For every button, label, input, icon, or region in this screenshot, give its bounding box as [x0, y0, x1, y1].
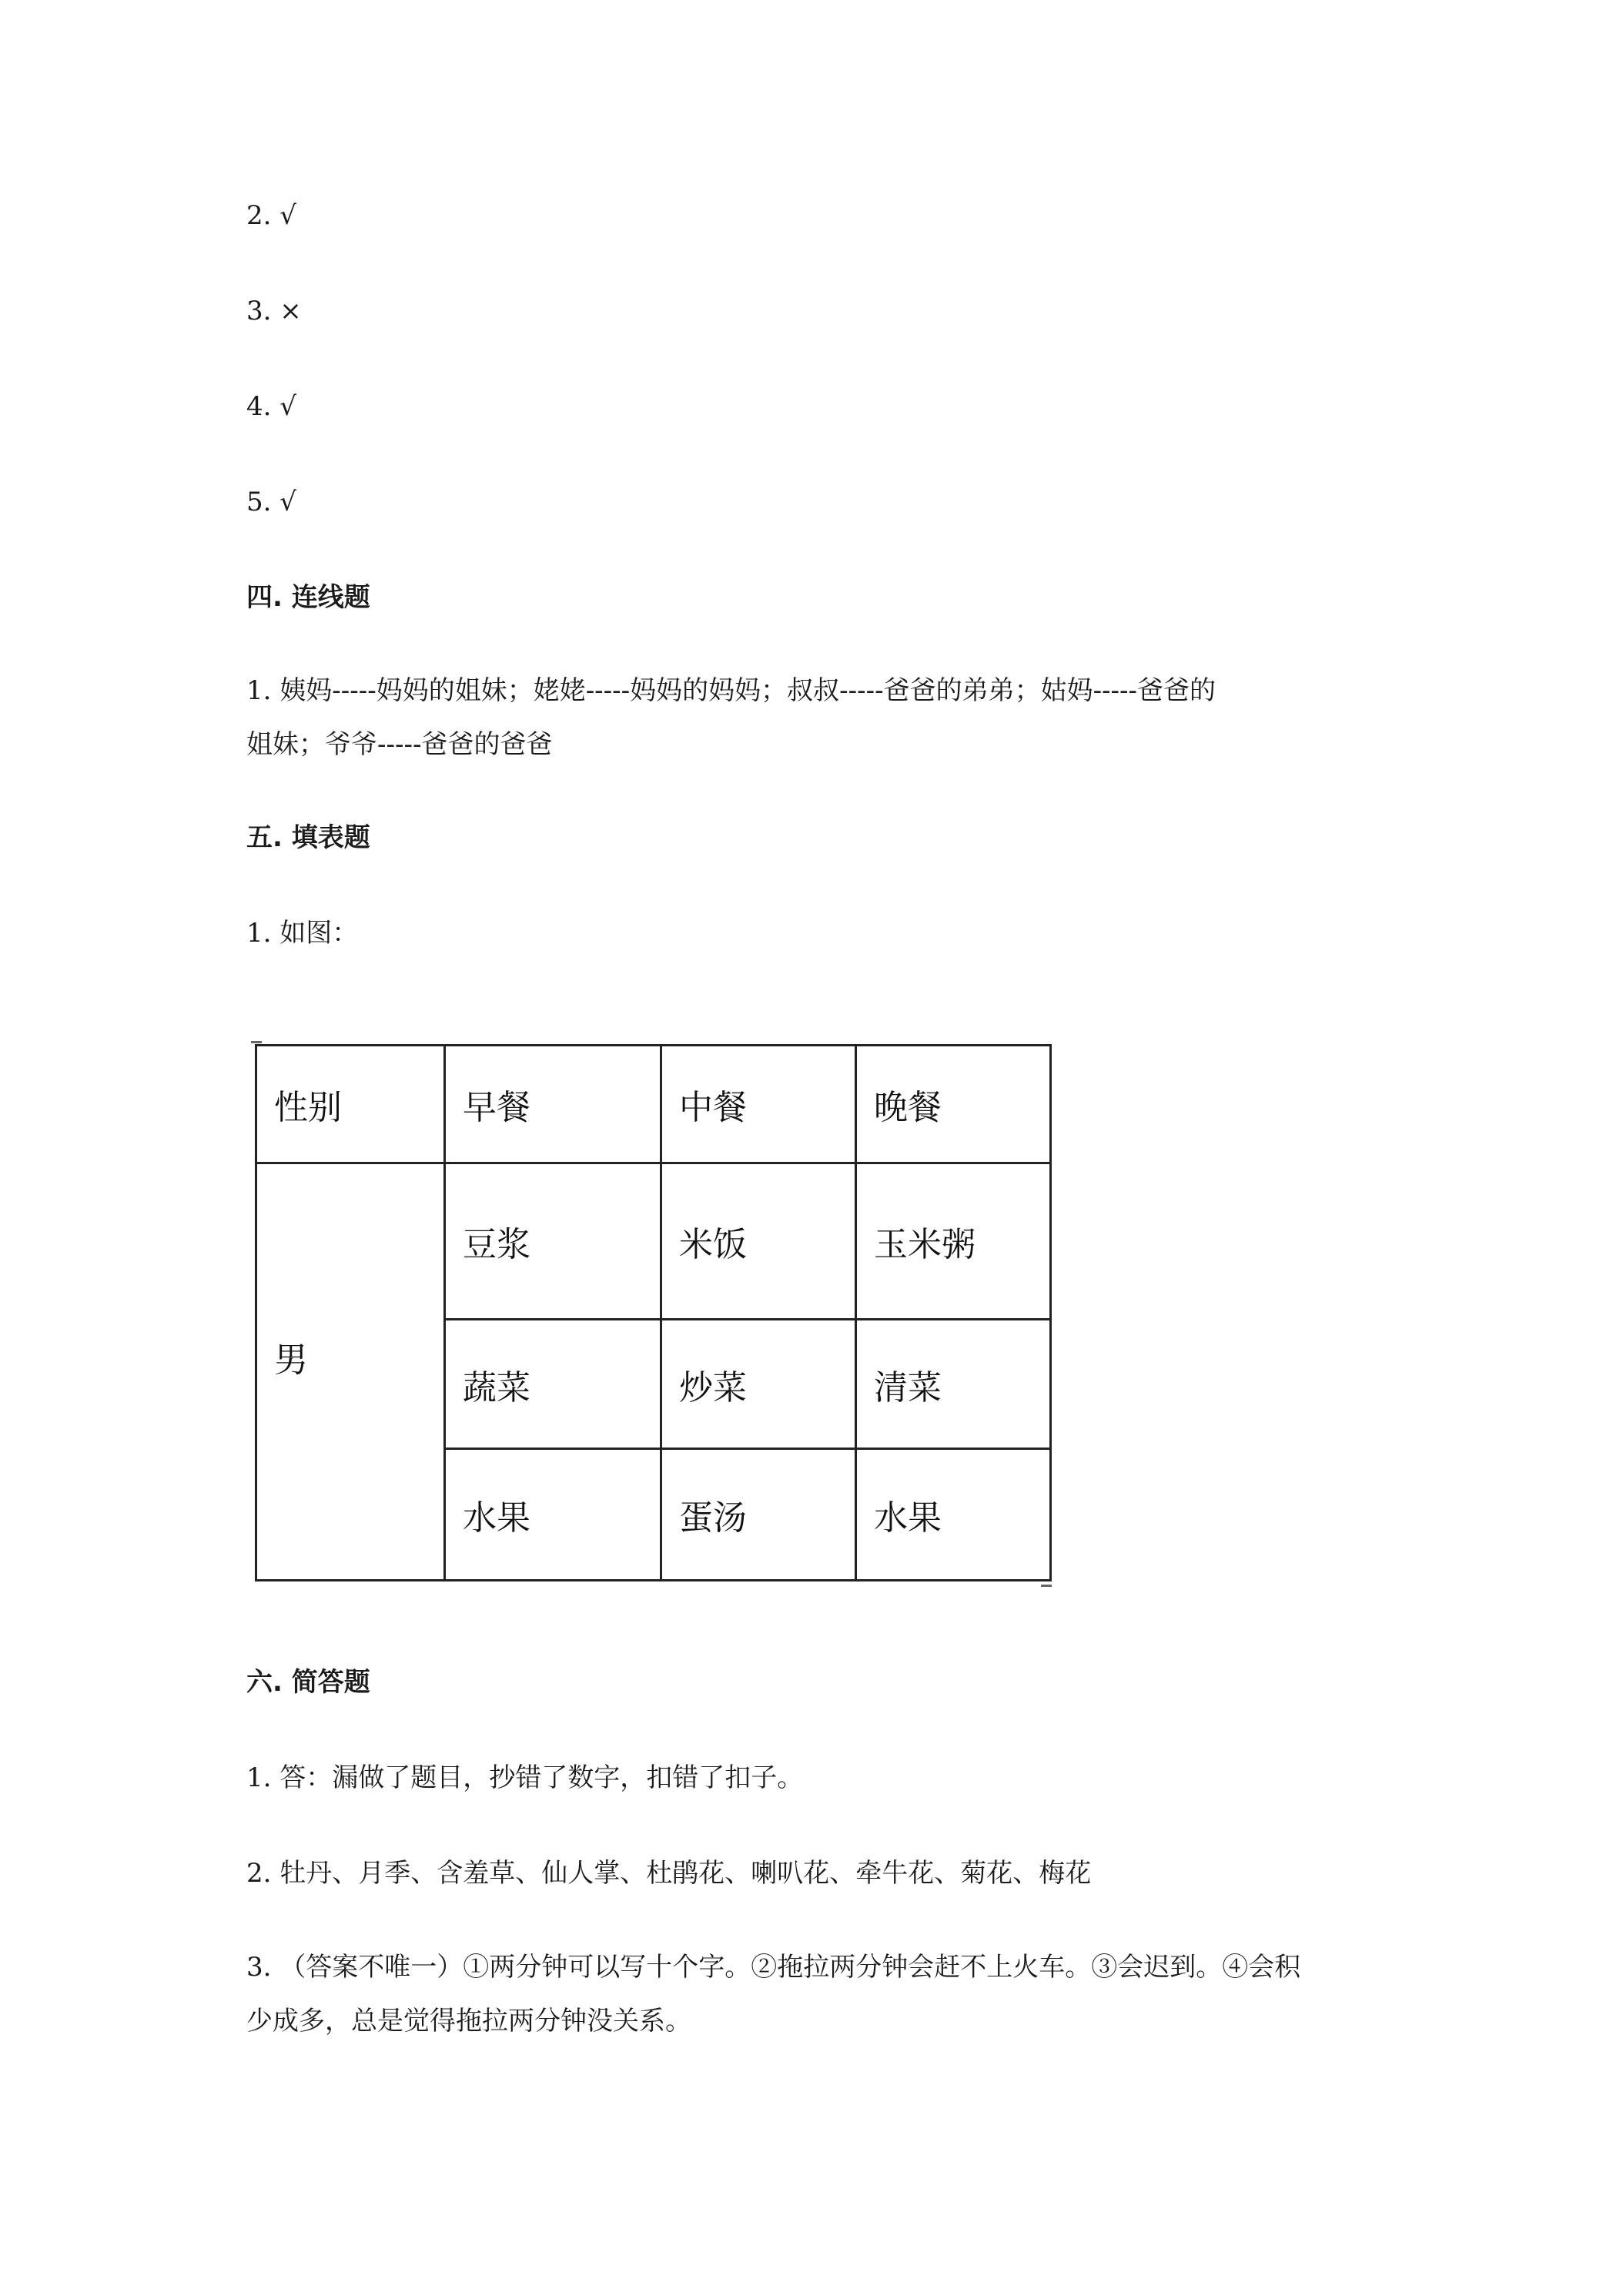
answer-5	[246, 475, 296, 529]
table-cell: 蛋汤	[661, 1449, 856, 1581]
section-6-answer-3-line-2: 少成多，总是觉得拖拉两分钟没关系。	[246, 2006, 691, 2037]
section-4-answer-1-line-2: 姐妹；爷爷-----爸爸的爸爸	[246, 729, 553, 760]
table-cell: 豆浆	[445, 1163, 661, 1320]
section-5-answer-1: 1. 如图：	[246, 918, 359, 949]
table-cell: 炒菜	[661, 1320, 856, 1449]
table-corner-mark	[251, 1041, 262, 1043]
answer-mark: ×	[279, 296, 302, 326]
section-4-heading: 四. 连线题	[246, 582, 370, 613]
answer-number: 4.	[246, 391, 272, 422]
table-cell: 米饭	[661, 1163, 856, 1320]
table-corner-mark	[1041, 1585, 1052, 1587]
section-6-answer-3-line-1: 3. （答案不唯一）①两分钟可以写十个字。②拖拉两分钟会赶不上火车。③会迟到。④会积	[246, 1952, 1301, 1983]
section-6-heading: 六. 简答题	[246, 1667, 370, 1698]
answer-2	[246, 189, 296, 243]
header-gender: 性别	[256, 1046, 445, 1163]
gender-cell: 男	[256, 1163, 445, 1581]
table-cell: 清菜	[856, 1320, 1051, 1449]
section-4-answer-1-line-1: 1. 姨妈-----妈妈的姐妹；姥姥-----妈妈的妈妈；叔叔-----爸爸的弟弟；姑妈-----爸爸的	[246, 675, 1216, 706]
header-lunch: 中餐	[661, 1046, 856, 1163]
answer-mark: √	[279, 200, 296, 231]
section-6-answer-1: 1. 答：漏做了题目，抄错了数字，扣错了扣子。	[246, 1762, 804, 1793]
answer-3	[246, 284, 302, 338]
answer-number: 5.	[246, 487, 272, 517]
table-cell: 水果	[445, 1449, 661, 1581]
answer-mark: √	[279, 391, 296, 422]
meal-table	[255, 1044, 1052, 1581]
header-breakfast: 早餐	[445, 1046, 661, 1163]
section-5-heading: 五. 填表题	[246, 822, 370, 853]
table-cell: 水果	[856, 1449, 1051, 1581]
table-header-row	[256, 1046, 1051, 1163]
answer-4	[246, 380, 296, 433]
table-row	[256, 1163, 1051, 1320]
answer-number: 2.	[246, 200, 272, 231]
header-dinner: 晚餐	[856, 1046, 1051, 1163]
table-cell: 蔬菜	[445, 1320, 661, 1449]
answer-mark: √	[279, 487, 296, 517]
table-cell: 玉米粥	[856, 1163, 1051, 1320]
section-6-answer-2: 2. 牡丹、月季、含羞草、仙人掌、杜鹃花、喇叭花、牵牛花、菊花、梅花	[246, 1858, 1092, 1889]
answer-number: 3.	[246, 296, 272, 326]
